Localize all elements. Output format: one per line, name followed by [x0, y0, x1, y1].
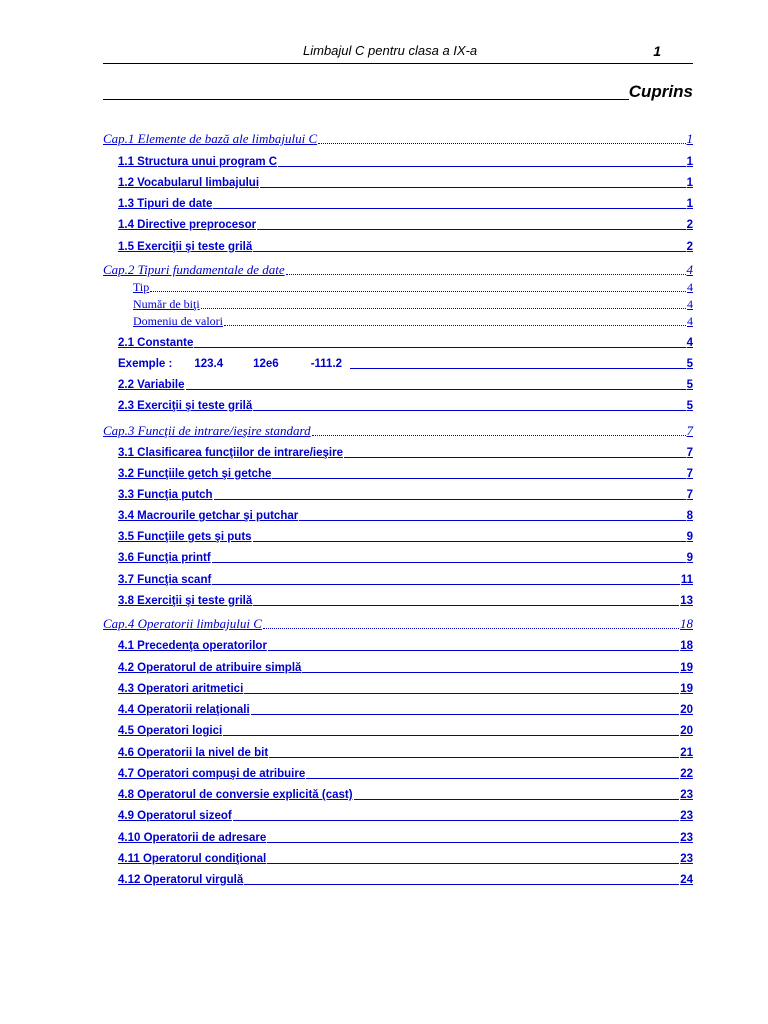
- line-leader: [344, 457, 686, 458]
- line-leader: [251, 714, 680, 715]
- toc-section-4-12[interactable]: [118, 872, 693, 888]
- toc-entry-page: 23: [680, 789, 693, 801]
- toc-section-1-4[interactable]: [118, 217, 693, 233]
- line-leader: [260, 187, 686, 188]
- toc-entry-label: 4.2 Operatorul de atribuire simplă: [118, 662, 302, 674]
- toc-entry-label: 3.6 Funcţia printf: [118, 552, 211, 564]
- toc-entry-label: 4.3 Operatori aritmetici: [118, 683, 244, 695]
- toc-entry-label: 4.9 Operatorul sizeof: [118, 810, 232, 822]
- toc-entry-page: 24: [680, 874, 693, 886]
- toc-entry-page: 23: [680, 853, 693, 865]
- line-leader: [253, 605, 679, 606]
- toc-section-4-4[interactable]: [118, 702, 693, 718]
- toc-entry-label: 3.8 Exerciţii şi teste grilă: [118, 595, 253, 607]
- toc-section-3-2[interactable]: [118, 466, 693, 482]
- toc-entry-label: Cap.3 Funcţii de intrare/ieşire standard: [103, 423, 311, 438]
- toc-section-3-8[interactable]: [118, 593, 693, 609]
- line-leader: [278, 166, 685, 167]
- toc-entry-label: 4.1 Precedenţa operatorilor: [118, 640, 267, 652]
- line-leader: [213, 208, 685, 209]
- exemple-value: 12e6: [253, 358, 279, 370]
- toc-entry-label: 3.4 Macrourile getchar şi putchar: [118, 510, 299, 522]
- toc-entry-page: 2: [686, 219, 693, 231]
- toc-entry-page: 1: [686, 156, 693, 168]
- line-leader: [302, 672, 679, 673]
- toc-entry-label: Tip: [133, 280, 150, 294]
- toc-entry-label: 4.6 Operatorii la nivel de bit: [118, 747, 269, 759]
- toc-section-3-3[interactable]: [118, 487, 693, 503]
- toc-entry-page: 9: [686, 552, 693, 564]
- line-leader: [267, 863, 679, 864]
- toc-exemple[interactable]: [118, 356, 693, 372]
- line-leader: [212, 584, 680, 585]
- toc-section-3-7[interactable]: [118, 572, 693, 588]
- toc-entry-label: Domeniu de valori: [133, 314, 223, 328]
- toc-entry-label: Cap.4 Operatorii limbajului C: [103, 616, 262, 631]
- toc-section-4-9[interactable]: [118, 808, 693, 824]
- dot-leader: [318, 143, 685, 144]
- toc-entry-page: 19: [680, 662, 693, 674]
- toc-section-1-3[interactable]: [118, 196, 693, 212]
- toc-entry-page: 5: [686, 400, 693, 412]
- toc-chapter-1[interactable]: [103, 131, 693, 147]
- toc-entry-label: Cap.1 Elemente de bază ale limbajului C: [103, 131, 318, 146]
- line-leader: [244, 693, 679, 694]
- toc-entry-page: 20: [680, 704, 693, 716]
- line-leader: [253, 410, 685, 411]
- toc-entry-page: 7: [686, 423, 693, 438]
- toc-entry-label: 4.10 Operatorii de adresare: [118, 832, 267, 844]
- dot-leader: [263, 628, 679, 629]
- line-leader: [350, 368, 686, 369]
- line-leader: [214, 499, 686, 500]
- exemple-value: -111.2: [310, 358, 343, 370]
- toc-entry-page: 4: [687, 297, 693, 311]
- line-leader: [268, 650, 679, 651]
- toc-entry-label: 1.1 Structura unui program C: [118, 156, 278, 168]
- toc-entry-label: 3.1 Clasificarea funcţiilor de intrare/ieşire: [118, 447, 343, 459]
- toc-entry-page: 23: [680, 810, 693, 822]
- dot-leader: [312, 435, 686, 436]
- toc-entry-label: 2.1 Constante: [118, 337, 194, 349]
- toc-entry-label: 3.3 Funcţia putch: [118, 489, 213, 501]
- toc-entry-page: 1: [686, 198, 693, 210]
- toc-chapter-2[interactable]: [103, 262, 693, 278]
- dot-leader: [150, 291, 686, 292]
- toc-entry-page: 20: [680, 725, 693, 737]
- toc-entry-page: 5: [686, 379, 693, 391]
- toc-entry-label: 3.2 Funcţiile getch şi getche: [118, 468, 272, 480]
- toc-entry-label: 3.5 Funcţiile gets şi puts: [118, 531, 252, 543]
- toc-section-4-10[interactable]: [118, 830, 693, 846]
- toc-entry-page: 23: [680, 832, 693, 844]
- toc-section-4-2[interactable]: [118, 660, 693, 676]
- line-leader: [223, 735, 679, 736]
- toc-entry-page: 1: [686, 131, 693, 146]
- toc-entry-page: 18: [680, 640, 693, 652]
- toc-chapter-3[interactable]: [103, 423, 693, 439]
- toc-section-2-1[interactable]: [118, 335, 693, 351]
- toc-entry-page: 4: [687, 280, 693, 294]
- line-leader: [299, 520, 685, 521]
- toc-entry-page: 13: [680, 595, 693, 607]
- toc-entry-page: 4: [686, 262, 693, 277]
- line-leader: [354, 799, 680, 800]
- toc-entry-label: 1.3 Tipuri de date: [118, 198, 213, 210]
- header-page-number: 1: [653, 43, 661, 59]
- toc-entry-label: 2.2 Variabile: [118, 379, 185, 391]
- line-leader: [267, 842, 679, 843]
- toc-entry-label: 4.11 Operatorul condiţional: [118, 853, 267, 865]
- toc-section-4-8[interactable]: [118, 787, 693, 803]
- toc-section-4-5[interactable]: [118, 723, 693, 739]
- line-leader: [253, 251, 685, 252]
- dot-leader: [201, 308, 686, 309]
- toc-section-3-5[interactable]: [118, 529, 693, 545]
- toc-section-2-3[interactable]: [118, 398, 693, 414]
- line-leader: [257, 229, 686, 230]
- line-leader: [194, 347, 685, 348]
- toc-entry-page: 22: [680, 768, 693, 780]
- toc-entry-page: 1: [686, 177, 693, 189]
- toc-entry-page: 4: [687, 314, 693, 328]
- exemple-value: 123.4: [194, 358, 224, 370]
- dot-leader: [286, 274, 686, 275]
- toc-section-4-7[interactable]: [118, 766, 693, 782]
- toc-entry-label: 4.4 Operatorii relaţionali: [118, 704, 250, 716]
- toc-entry-label: 4.8 Operatorul de conversie explicită (cast): [118, 789, 353, 801]
- toc-subentry-domeniu-valori[interactable]: [133, 314, 693, 329]
- toc-entry-page: 8: [686, 510, 693, 522]
- toc-section-4-1[interactable]: [118, 638, 693, 654]
- line-leader: [244, 884, 679, 885]
- toc-entry-page: 18: [680, 616, 693, 631]
- toc-section-1-1[interactable]: [118, 154, 693, 170]
- toc-chapter-4[interactable]: [103, 616, 693, 632]
- toc-section-4-6[interactable]: [118, 745, 693, 761]
- toc-entry-page: 19: [680, 683, 693, 695]
- line-leader: [186, 389, 686, 390]
- toc-entry-page: 7: [686, 447, 693, 459]
- toc-entry-page: 9: [686, 531, 693, 543]
- toc-section-1-5[interactable]: [118, 239, 693, 255]
- toc-entry-label: Cap.2 Tipuri fundamentale de date: [103, 262, 285, 277]
- line-leader: [306, 778, 679, 779]
- toc-section-3-1[interactable]: [118, 445, 693, 461]
- header-title: Limbajul C pentru clasa a IX-a: [303, 43, 478, 58]
- toc-entry-label: 2.3 Exerciţii şi teste grilă: [118, 400, 253, 412]
- toc-section-3-4[interactable]: [118, 508, 693, 524]
- toc-section-1-2[interactable]: [118, 175, 693, 191]
- toc-section-4-11[interactable]: [118, 851, 693, 867]
- toc-subentry-tip[interactable]: [133, 280, 693, 295]
- toc-entry-label: 4.5 Operatori logici: [118, 725, 223, 737]
- toc-entry-label: 4.12 Operatorul virgulă: [118, 874, 244, 886]
- toc-entry-page: 4: [686, 337, 693, 349]
- toc-section-3-6[interactable]: [118, 550, 693, 566]
- toc-section-4-3[interactable]: [118, 681, 693, 697]
- toc-entry-label: Număr de biţi: [133, 297, 200, 311]
- line-leader: [233, 820, 679, 821]
- toc-entry-label: 3.7 Funcţia scanf: [118, 574, 212, 586]
- toc-entry-page: 7: [686, 489, 693, 501]
- toc-entry-label: 1.2 Vocabularul limbajului: [118, 177, 260, 189]
- toc-entry-label: 1.4 Directive preprocesor: [118, 219, 257, 231]
- line-leader: [272, 478, 685, 479]
- toc-entry-page: 2: [686, 241, 693, 253]
- toc-section-2-2[interactable]: [118, 377, 693, 393]
- toc-entry-page: 5: [686, 358, 693, 370]
- toc-subentry-numar-biti[interactable]: [133, 297, 693, 312]
- line-leader: [212, 562, 686, 563]
- dot-leader: [224, 325, 686, 326]
- toc-entry-page: 21: [680, 747, 693, 759]
- line-leader: [253, 541, 686, 542]
- line-leader: [269, 757, 679, 758]
- toc-entry-page: 7: [686, 468, 693, 480]
- toc-entry-page: 11: [680, 574, 693, 586]
- toc-title: Cuprins: [628, 82, 693, 101]
- toc-entry-label: 1.5 Exerciţii şi teste grilă: [118, 241, 253, 253]
- exemple-label: Exemple :: [118, 358, 173, 370]
- toc-entry-label: 4.7 Operatori compuşi de atribuire: [118, 768, 306, 780]
